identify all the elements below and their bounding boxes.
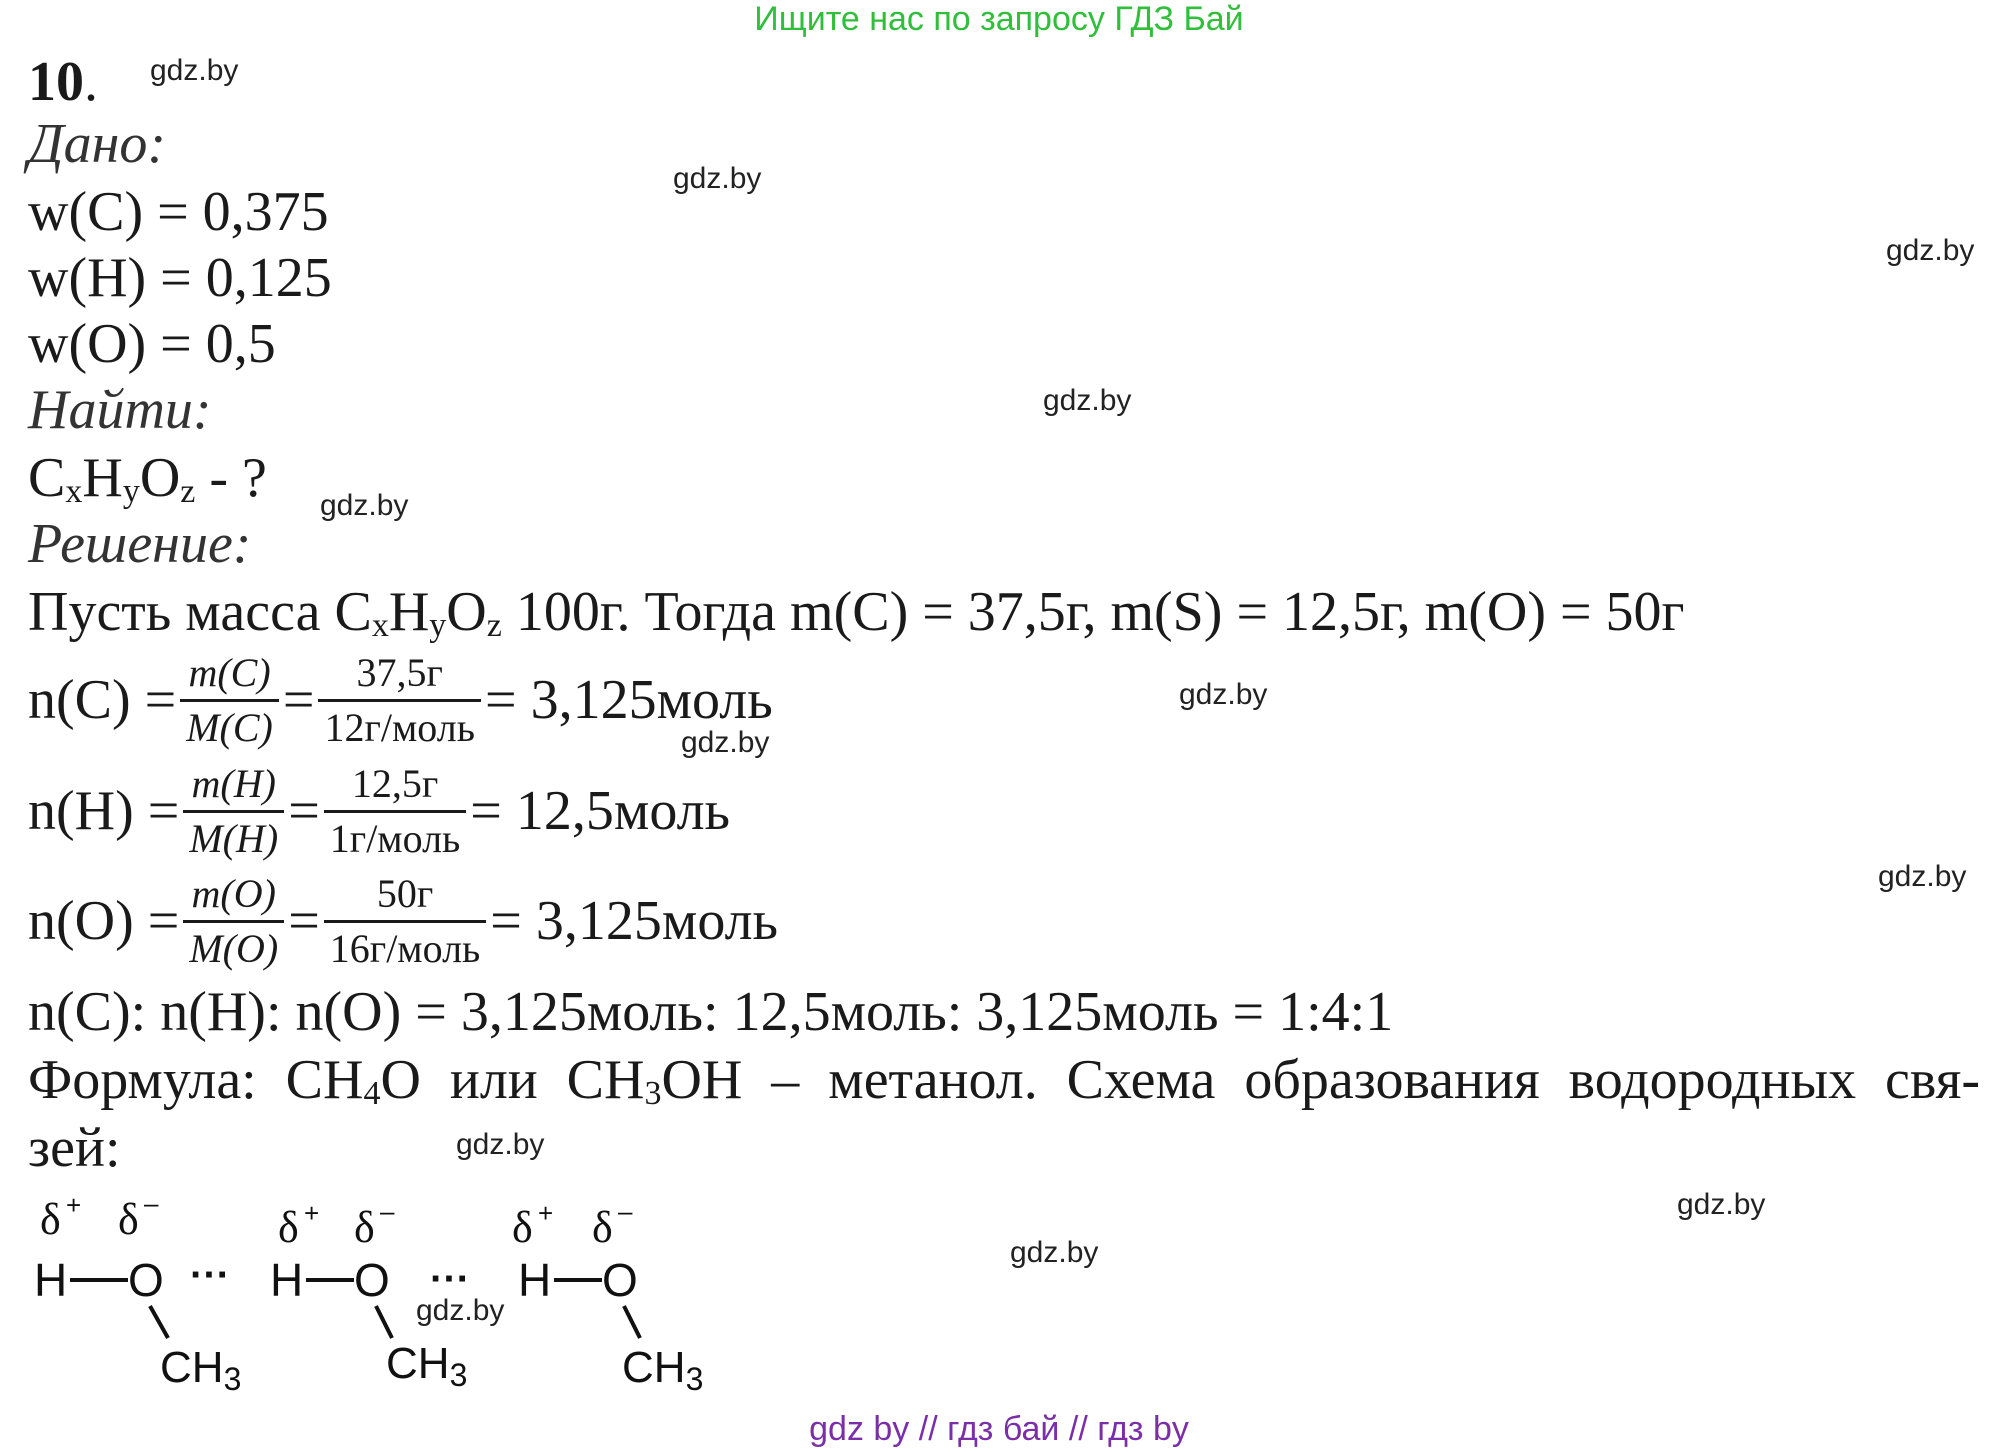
hydrogen-bond-dots: ···: [430, 1257, 470, 1301]
plus-sign: +: [304, 1198, 320, 1228]
hydrogen-bond-scheme: [28, 1188, 748, 1413]
given-w-h: w(H) = 0,125: [28, 247, 332, 309]
minus-sign: –: [618, 1196, 633, 1226]
methyl-group: CH3: [622, 1343, 704, 1397]
watermark: gdz.by: [681, 726, 770, 759]
delta-minus-symbol: δ: [354, 1203, 375, 1252]
equation-n-h: n(H) = $\frac{m(H)}{M(H)}$ = $\frac{12,5г}{\text{1г/моль}}$ = 12,5моль: [28, 756, 730, 866]
o-c-bond: [150, 1306, 168, 1338]
minus-sign: –: [144, 1188, 159, 1218]
methanol-molecule-3: [512, 1196, 703, 1397]
fraction: $\frac{50г}{\text{16г/моль}}$: [324, 868, 487, 975]
plus-sign: +: [66, 1190, 82, 1220]
watermark: gdz.by: [1010, 1236, 1099, 1269]
watermark: gdz.by: [1179, 678, 1268, 711]
given-label: Дано:: [28, 113, 167, 175]
fraction: $\frac{12,5г}{\text{1г/моль}}$: [324, 758, 467, 865]
watermark: gdz.by: [1878, 860, 1967, 893]
fraction: $\frac{m(O)}{M(O)}$: [183, 868, 284, 975]
delta-plus-symbol: δ: [278, 1203, 299, 1252]
watermark: gdz.by: [150, 54, 239, 87]
problem-number-value: 10: [28, 51, 84, 113]
fraction: $\frac{m(H)}{M(H)}$: [183, 758, 284, 865]
footer-links[interactable]: gdz by // гдз бай // гдз by: [809, 1410, 1189, 1448]
delta-minus-symbol: δ: [118, 1195, 139, 1244]
problem-number-dot: .: [84, 51, 98, 113]
watermark: gdz.by: [1677, 1188, 1766, 1221]
o-c-bond: [376, 1306, 392, 1338]
hydrogen-bond-svg: [28, 1188, 748, 1408]
oxygen-atom: O: [602, 1254, 638, 1306]
oxygen-atom: O: [354, 1254, 390, 1306]
watermark: gdz.by: [1043, 384, 1132, 417]
minus-sign: –: [380, 1196, 395, 1226]
methyl-group: CH3: [160, 1343, 242, 1397]
plus-sign: +: [538, 1198, 554, 1228]
formula-line-continued: зей:: [28, 1117, 121, 1179]
solution-label: Решение:: [28, 513, 252, 575]
equation-n-c: n(C) = $\frac{m(C)}{M(C)}$ = $\frac{37,5г}{\text{12г/моль}}$ = 3,125моль: [28, 645, 773, 755]
given-w-c: w(C) = 0,375: [28, 181, 329, 243]
fraction: $\frac{37,5г}{\text{12г/моль}}$: [318, 647, 481, 754]
ratio-line: n(C): n(H): n(O) = 3,125моль: 12,5моль: 3,125моль = 1:4:1: [28, 981, 1394, 1043]
top-banner[interactable]: Ищите нас по запросу ГДЗ Бай: [754, 0, 1244, 38]
watermark: gdz.by: [1886, 234, 1975, 267]
fraction: $\frac{m(C)}{M(C)}$: [180, 647, 279, 754]
hydrogen-atom: H: [270, 1254, 304, 1306]
given-w-o: w(O) = 0,5: [28, 313, 276, 375]
assumption-line: Пусть масса $C_xH_yO_z$ 100г. Тогда m(C) = 37,5г, m(S) = 12,5г, m(O) = 50г: [28, 581, 1685, 644]
hydrogen-bond-dots: ···: [190, 1253, 230, 1297]
equation-n-o: n(O) = $\frac{m(O)}{M(O)}$ = $\frac{50г}{\text{16г/моль}}$ = 3,125моль: [28, 866, 778, 976]
watermark: gdz.by: [320, 489, 409, 522]
o-c-bond: [624, 1306, 640, 1338]
watermark: gdz.by: [673, 162, 762, 195]
delta-minus-symbol: δ: [592, 1203, 613, 1252]
delta-plus-symbol: δ: [512, 1203, 533, 1252]
watermark: gdz.by: [456, 1128, 545, 1161]
hydrogen-atom: H: [34, 1254, 68, 1306]
oxygen-atom: O: [128, 1254, 164, 1306]
methyl-group: CH3: [386, 1339, 468, 1393]
formula-line: Формула: $CH_4O$ или $CH_3OH$ – метанол. Схема образования водородных свя-: [28, 1049, 1980, 1112]
find-formula: $C_xH_yO_z$ - ?: [28, 447, 267, 510]
delta-plus-symbol: δ: [40, 1195, 61, 1244]
find-label: Найти:: [28, 379, 212, 441]
hydrogen-atom: H: [518, 1254, 552, 1306]
problem-number: [28, 50, 98, 114]
watermark: gdz.by: [416, 1294, 505, 1327]
